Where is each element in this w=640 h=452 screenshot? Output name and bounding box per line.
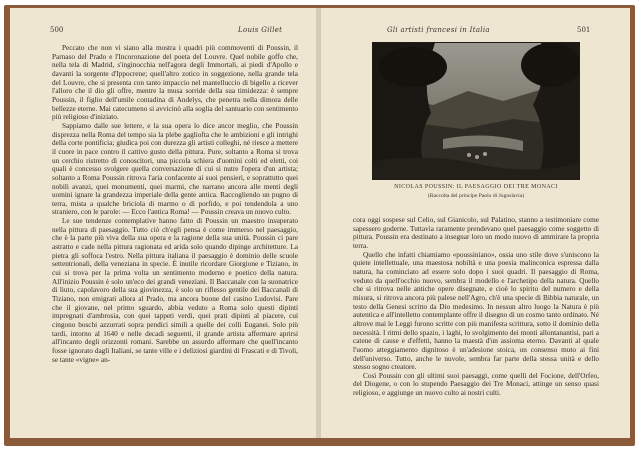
right-running-head: Gli artisti francesi in Italia: [387, 26, 490, 34]
left-page-number: 500: [50, 26, 64, 34]
painting-image: [373, 43, 579, 179]
left-paragraph: Le sue tendenze contemplative hanno fatto di Poussin un maestro insuperato nella pittura di paesaggio. Tutto ciò ch'egli pensa è come immerso nel paesaggio, che è la parte più viva della sua opera e la ragione della sua unità. Poussin ci pare astratto e cade nella pittura ragionata ed arida solo quando dipinge architetture. La pietra gli soffoca l'estro. Nella pittura italiana il paesaggio è dominio delle scuole settentrionali, della veneziana in specie. È inutile ricordare Giorgione e Tiziano, in cui si trova per la prima volta un sentimento moderno e poetico della natura. All'inizio Poussin è solo un'eco dei grandi veneziani. Il Baccanale con la suonatrice di liuto, capolavoro della sua giovinezza, è solo un riflesso gentile dei Baccanali di Tiziano, non emigrati allora al Prado, ma ancora buone del casino Ludovisi. Pare che il giovane, nel primo sguardo, abbia veduto a Roma solo questi dipinti impregnati d'ambrosia, con quei tappeti verdi, quei prati dipinti al piacere, cui cingono boschi azzurrati sopra pendici simili a quelle dei colli Euganei. Solo più tardi, intorno al 1640 e nelle decadi seguenti, il grande artista affermare aprirsi all'incanto degli orizzonti romani. Sarebbe un assurdo affermare che quell'incanto fosse ignorato dagli Italiani, se tante ville e i deliziosi giardini di Frascati e di Tivoli, se tante «vigne» an-: [52, 217, 298, 364]
right-paragraph: Così Poussin con gli ultimi suoi paesaggi, come quelli del Focione, dell'Orfeo, del Diogene, o con lo stupendo Paesaggio dei Tre Monaci, attinge un senso quasi religioso, e aggiunge un nuovo culto ai nostri culti.: [353, 371, 599, 398]
left-paragraph: Sappiamo dalle sue lettere, e la sua opera lo dice ancor meglio, che Poussin disprezza nella Roma del tempo sia la plebe gagliofta che le ambizioni e gli intrighi della corte pontificia; giudica poi con durezza gli artisti colleghi, né riesce a mettere il cuore in pace contro il cattivo gusto della pittura. Pure, soltanto a Roma si trova un cerchio ristretto di conoscitori, una piccola schiera d'uomini colti ed eletti, coi quali è concesso svolgere quella conversazione di cui si nutre l'opera d'un artista; soltanto a Roma Poussin ritrova l'aria confacente ai suoi pensieri, e soprattutto quei nobili avanzi, quei monumenti, quei marmi, che narrano ancora alle menti degli uomini ignare la grandezza imperiale della gente antica. Raccogliendo un pugno di terra, mista a qualche briciola di marmo o di porfido, e poi tendendola a uno straniero, con le parole: — Ecco l'antica Roma! — Poussin creava un nuovo culto.: [52, 121, 298, 217]
right-page-number: 501: [577, 26, 591, 34]
figure-caption: NICOLAS POUSSIN: IL PAESAGGIO DEI TRE MONACI: [394, 184, 558, 190]
right-paragraph: Quello che infatti chiamiamo «poussiniano», ossia uno stile dove s'uniscono la quiete intellettuale, una maestosa nobiltà e una poesia malinconica espressa dalla natura, ha cominciato ad essere solo dopo i suoi quadri. Il paesaggio di Roma, veduto da quell'occhio nuovo, sembra il modello e l'archetipo della natura. Quello che si ritrova nelle antiche opere disegnate, e cioè lo spirito del numero e della misura, si ritrova ancora più palese nell'Agro, ch'è una specie di Bibbia naturale, un testo della Genesi scritto da Dio medesimo. In nessun altro luogo la Natura è più autentica e all'intelletto contemplante offre il disegno di un cosmo tanto ordinato. Né altrove mai le Leggi furono scritte con più manifesta scrittura, sotto il dominio della necessità. I ritmi dello spazio, i laghi, lo svolgimento dei monti allontanantisi, pari a catene di cause e d'effetti, hanno la maestà d'un assioma eterno. Davanti al quale l'uomo atteggiamento dignitoso è un'adesione stoica, un consenso muto ai fini dell'universo. Tutto, anche le nuvole, sembra far parte della stessa unità e dello stesso sogno creatore.: [353, 250, 599, 372]
right-paragraph: cora oggi sospese sul Celio, sul Gianicolo, sul Palatino, stanno a testimoniare come sapessero goderne. Tuttavia raramente prendevano quel paesaggio come soggetto di pittura. Poussin era destinato a insegnar loro un modo nuovo di ammirare la propria terra.: [353, 216, 599, 250]
right-body-text: [353, 216, 599, 398]
figure-credit: (Raccolta del principe Paolo di Jugoslavia): [427, 193, 525, 199]
left-body-text: [52, 44, 298, 364]
left-paragraph: Peccato che non vi siano alla mostra i quadri più commoventi di Poussin, il Parnaso del Prado e l'Incoronazione del poeta del Louvre. Quel nobile goffo che, nella tela di Madrid, s'inginocchia nell'agora degli Immortali, ai piedi d'Apollo e davanti la sorgente d'Ippocrene; quell'altro zotico in soggezione, nella grande tela del Louvre, che si presenta con tanto impaccio nel mantelluccio di bigello a ricever l'alloro che il dio gli offre, mentre la musa sorride della sua timidezza: è sempre Poussin, il figlio dell'umile contadina di Andelys, che penetra nella dimora delle bellezze eterne. Mai catecumeno si avvicinò alla soglia del santuario con sentimento più religioso d'iniziato.: [52, 44, 298, 122]
landscape-painting: [372, 42, 580, 180]
left-running-head: Louis Gillet: [238, 26, 283, 34]
left-page: [10, 8, 316, 438]
right-page: [321, 8, 630, 438]
